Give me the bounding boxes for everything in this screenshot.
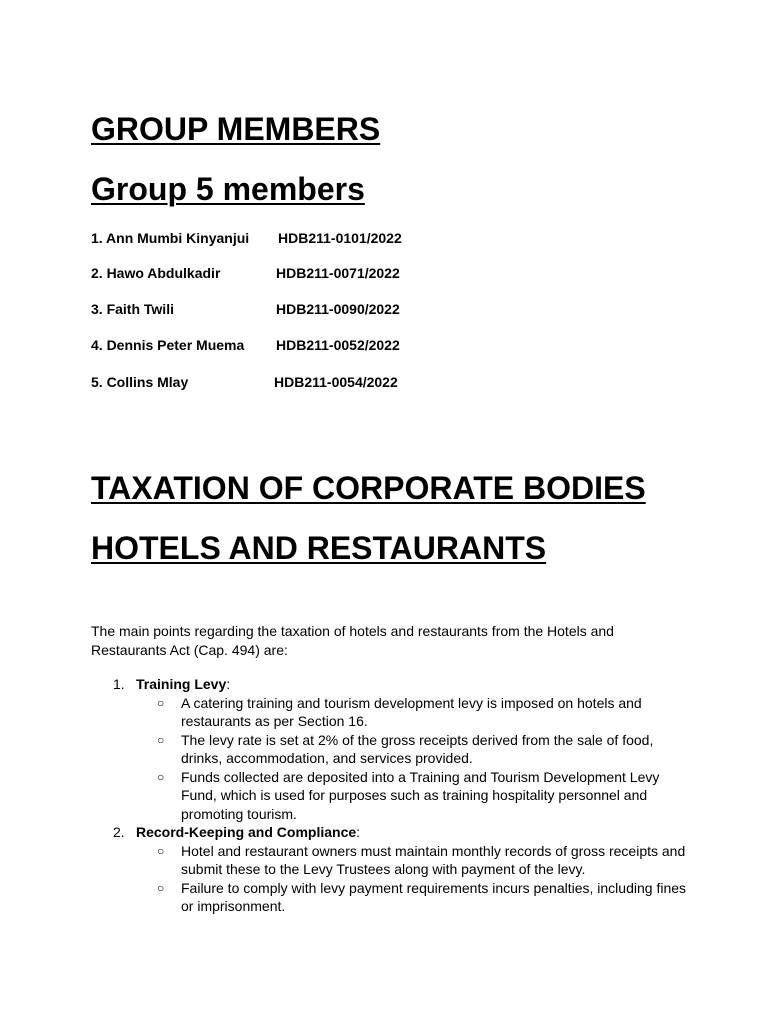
item-title: Training Levy <box>136 676 227 692</box>
list-item-record-keeping <box>91 823 711 842</box>
points-list <box>91 675 711 916</box>
member-name: 1. Ann Mumbi Kinyanjui <box>91 230 250 246</box>
member-row <box>91 336 400 354</box>
member-id: HDB211-0071/2022 <box>276 265 400 281</box>
intro-paragraph: The main points regarding the taxation of hotels and restaurants from the Hotels and Restaurants Act (Cap. 494) are: <box>91 623 614 658</box>
member-id: HDB211-0054/2022 <box>274 374 398 390</box>
sub-bullet-text: The levy rate is set at 2% of the gross receipts derived from the sale of food, drinks, accommodation, and services provided. <box>181 731 654 766</box>
circle-bullet-icon: ○ <box>157 695 165 710</box>
circle-bullet-icon: ○ <box>157 769 165 784</box>
sub-bullet <box>91 694 691 731</box>
taxation-heading: TAXATION OF CORPORATE BODIES <box>91 470 646 506</box>
circle-bullet-icon: ○ <box>157 843 165 858</box>
member-row <box>91 300 400 318</box>
member-row <box>91 229 402 247</box>
group-members-heading: GROUP MEMBERS <box>91 111 381 147</box>
group-5-heading: Group 5 members <box>91 171 365 207</box>
item-title: Record-Keeping and Compliance <box>136 824 357 840</box>
sub-bullet <box>91 879 691 916</box>
sub-bullet-text: Hotel and restaurant owners must maintain monthly records of gross receipts and submit these to the Levy Trustees along with payment of the levy. <box>181 842 686 877</box>
member-name: 5. Collins Mlay <box>91 374 189 390</box>
member-name: 2. Hawo Abdulkadir <box>91 265 221 281</box>
item-title-suffix: : <box>226 676 231 692</box>
sub-bullet <box>91 842 691 879</box>
circle-bullet-icon: ○ <box>157 732 165 747</box>
member-name: 3. Faith Twili <box>91 301 174 317</box>
sub-bullet <box>91 768 691 824</box>
member-id: HDB211-0052/2022 <box>276 337 400 353</box>
circle-bullet-icon: ○ <box>157 880 165 895</box>
item-number: 2. <box>113 824 125 840</box>
list-item-training-levy <box>91 675 711 694</box>
member-name: 4. Dennis Peter Muema <box>91 337 245 353</box>
member-row <box>91 373 398 391</box>
item-title-suffix: : <box>356 824 361 840</box>
sub-bullet-text: A catering training and tourism development levy is imposed on hotels and restaurants as per Section 16. <box>181 694 642 729</box>
sub-bullet-text: Failure to comply with levy payment requirements incurs penalties, including fines or imprisonment. <box>181 879 687 914</box>
sub-bullet <box>91 731 691 768</box>
item-number: 1. <box>113 676 125 692</box>
member-row <box>91 264 400 282</box>
member-id: HDB211-0101/2022 <box>278 230 402 246</box>
member-id: HDB211-0090/2022 <box>276 301 400 317</box>
sub-bullet-text: Funds collected are deposited into a Training and Tourism Development Levy Fund, which is used for purposes such as training hospitality personnel and promoting tourism. <box>181 768 660 822</box>
hotels-restaurants-heading: HOTELS AND RESTAURANTS <box>91 530 547 566</box>
